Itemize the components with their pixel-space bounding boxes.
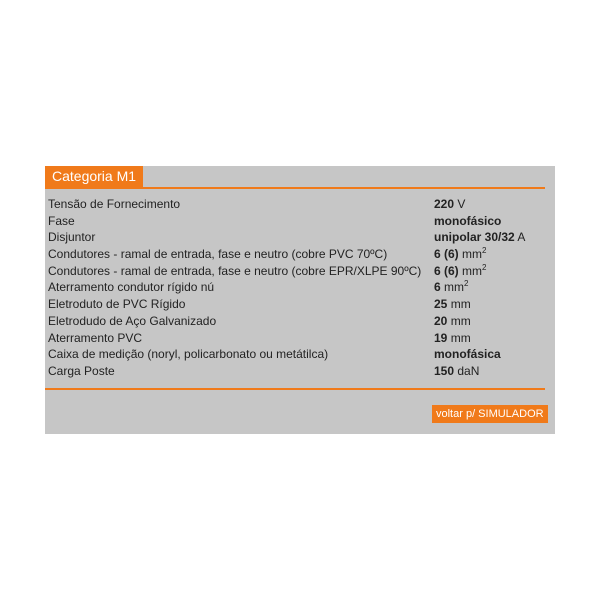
spec-value: 25 mm (434, 297, 471, 312)
spec-value: monofásica (434, 347, 501, 362)
spec-value: 220 V (434, 197, 466, 211)
spec-row-aterramento-condutor (48, 279, 548, 296)
bottom-divider (45, 388, 545, 390)
spec-row-caixa-medicao (48, 346, 548, 363)
spec-row-carga-poste (48, 363, 548, 380)
spec-value: 6 $mm^2$ (434, 279, 469, 295)
top-divider (45, 187, 545, 189)
spec-label: Fase (48, 213, 75, 228)
spec-value: monofásico (434, 213, 502, 228)
spec-row-fase (48, 213, 548, 230)
spec-label: Caixa de medição (noryl, policarbonato ou metátilca) (48, 347, 329, 362)
spec-label: Eletroduto de PVC Rígido (48, 297, 186, 312)
spec-row-disjuntor (48, 229, 548, 246)
spec-value: 150 daN (434, 363, 480, 378)
spec-label: Aterramento condutor rígido nú (48, 280, 215, 295)
spec-row-eletroduto-aco (48, 313, 548, 330)
spec-label: Disjuntor (48, 230, 96, 245)
back-to-simulator-button[interactable]: voltar p/ SIMULADOR (432, 405, 548, 423)
spec-label: Carga Poste (48, 363, 115, 378)
spec-value: 6 (6) $mm^2$ (434, 262, 487, 278)
spec-label: Condutores - ramal de entrada, fase e neutro (cobre EPR/XLPE 90ºC) (48, 263, 422, 278)
spec-value: 20 mm (434, 313, 471, 328)
category-title: Categoria M1 (45, 166, 143, 187)
spec-panel (45, 166, 555, 434)
spec-row-aterramento-pvc (48, 330, 548, 347)
spec-label: Condutores - ramal de entrada, fase e neutro (cobre PVC 70ºC) (48, 247, 388, 262)
spec-label: Eletrodudo de Aço Galvanizado (48, 313, 217, 328)
spec-row-condutores-epr (48, 263, 548, 280)
spec-label: Aterramento PVC (48, 330, 143, 345)
spec-row-tensao (48, 196, 548, 213)
spec-row-condutores-pvc (48, 246, 548, 263)
spec-row-eletroduto-pvc (48, 296, 548, 313)
spec-value: unipolar 30/32 A (434, 230, 526, 245)
spec-value: 19 mm (434, 330, 471, 345)
spec-label: Tensão de Fornecimento (48, 197, 181, 211)
spec-value: 6 (6) $mm^2$ (434, 246, 487, 262)
spec-table (48, 196, 548, 380)
